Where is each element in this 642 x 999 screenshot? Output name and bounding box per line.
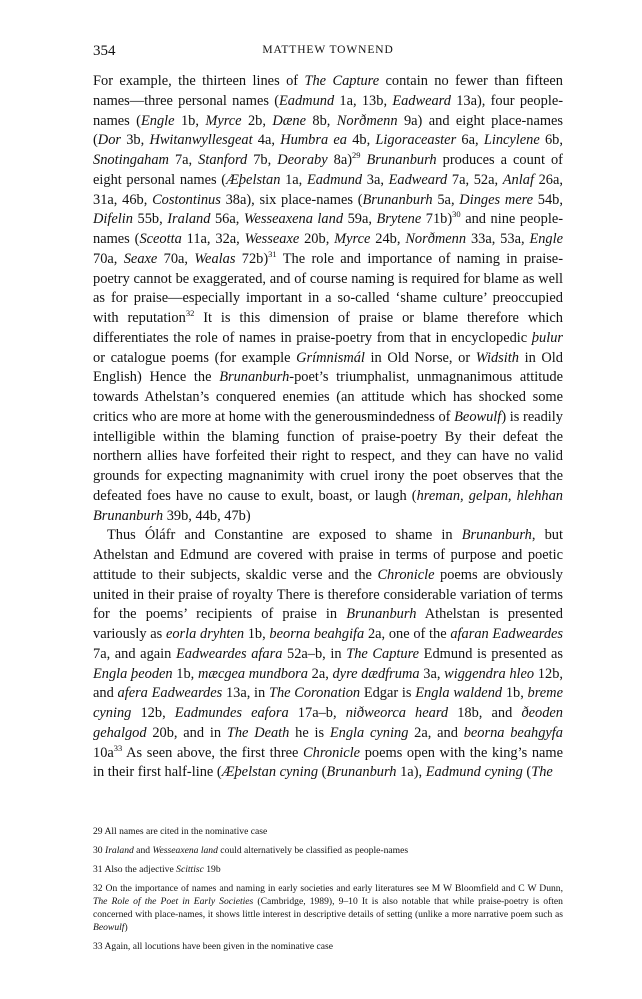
body-paragraph-1: For example, the thirteen lines of The Capture contain no fewer than fifteen names—three personal names (Eadmund 1a, 13b, Eadweard 13a), four people-names (Engle 1b, Myrce 2b, Dæne 8b, Norðmenn 9a) and eight place-names (Dor 3b, Hwitanwyllesgeat 4a, Humbra ea 4b, Ligoraceaster 6a, Lincylene 6b, Snotingaham 7a, Stanford 7b, Deoraby 8a)$^{29}$ Brunanburh produces a count of eight personal names (Æþelstan 1a, Eadmund 3a, Eadweard 7a, 52a, Anlaf 26a, 31a, 46b, Costontinus 38a), six place-names (Brunanburh 5a, Dinges mere 54b, Difelin 55b, Iraland 56a, Wesseaxena land 59a, Brytene 71b)$^{30}$ and nine people-names (Sceotta 11a, 32a, Wesseaxe 20b, Myrce 24b, Norðmenn 33a, 53a, Engle 70a, Seaxe 70a, Wealas 72b)$^{31}$ The role and importance of naming in praise-poetry cannot be exaggerated, and of course naming is required for blame as well as for praise—especially important in a so-called ‘shame culture’ preoccupied with reputation$^{32}$ It is this dimension of praise or blame therefore which differentiates the role of names in praise-poetry from that in encyclopedic þulur or catalogue poems (for example Grímnismál in Old Norse, or Widsith in Old English) Hence the Brunanburh-poet’s triumphalist, unmagnanimous attitude towards Athelstan’s conquered enemies (an attitude which has shocked some critics who are more at home with the generousmindedness of Beowulf) is readily intelligible within the blaming function of praise-poetry By their defeat the northern allies have forfeited their right to respect, and they can have no valid grounds for expecting magnanimity with cruel irony the poet observes that the defeated foes have no cause to exult, boast, or laugh (hreman, gelpan, hlehhan Brunanburh 39b, 44b, 47b): [93, 73, 564, 524]
body-text: [93, 72, 563, 783]
page-number: 354: [93, 43, 116, 59]
running-head: MATTHEW TOWNEND: [262, 44, 394, 56]
page-header: [93, 43, 563, 61]
footnote-30: 30 Iraland and Wesseaxena land could alternatively be classified as people-names: [93, 845, 409, 856]
footnote-32: 32 On the importance of names and naming in early societies and early literatures see M W Bloomfield and C W Dunn, The Role of the Poet in Early Societies (Cambridge, 1989), 9–10 It is also notable that while praise-poetry is often concerned with place-names, it shows little interest in descriptive details of setting (unlike a more narrative poem such as Beowulf): [93, 883, 563, 933]
footnote-29: 29 All names are cited in the nominative case: [93, 826, 268, 837]
footnote-31: 31 Also the adjective Scittisc 19b: [93, 864, 221, 875]
body-paragraph-2: Thus Óláfr and Constantine are exposed to shame in Brunanburh, but Athelstan and Edmund are covered with praise in terms of purpose and poetic attitude to their subjects, skaldic verse and the Chronicle poems are obviously united in their praise of royalty There is therefore considerable variation of terms for the poems’ recipients of praise in Brunanburh Athelstan is presented variously as eorla dryhten 1b, beorna beahgifa 2a, one of the afaran Eadweardes 7a, and again Eadweardes afara 52a–b, in The Capture Edmund is presented as Engla þeoden 1b, mæcgea mundbora 2a, dyre dædfruma 3a, wiggendra hleo 12b, and afera Eadweardes 13a, in The Coronation Edgar is Engla waldend 1b, breme cyning 12b, Eadmundes eafora 17a–b, niðweorca heard 18b, and ðeoden gehalgod 20b, and in The Death he is Engla cyning 2a, and beorna beahgyfa $10a^{33}$ As seen above, the first three Chronicle poems open with the king’s name in their first half-line (Æþelstan cyning (Brunanburh 1a), Eadmund cyning (The: [93, 527, 564, 781]
footnotes: [93, 825, 563, 953]
footnote-33: 33 Again, all locutions have been given in the nominative case: [93, 941, 334, 952]
